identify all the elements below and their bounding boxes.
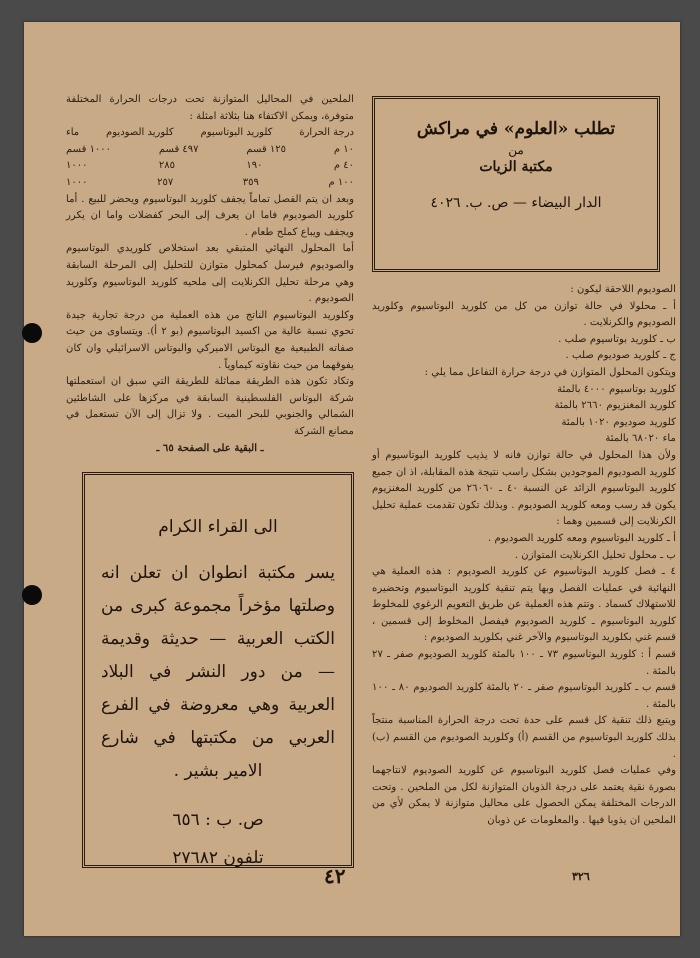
table-cell: ٤٩٧ قسم — [158, 143, 199, 155]
composition-line: كلوريد بوتاسيوم ٤٠٠٠ بالمئة — [557, 383, 676, 395]
table-cell: ١٠٠٠ — [66, 176, 88, 188]
ad-line-4: الدار البيضاء — ص. ب. ٤٠٢٦ — [430, 195, 602, 211]
right-p1: الصوديوم اللاحقة ليكون : — [570, 284, 676, 295]
right-list-item: ج ـ كلوريد صوديوم صلب . — [565, 350, 676, 362]
table-header-cell: كلوريد البوتاسيوم — [200, 127, 273, 139]
table-header-cell: كلوريد الصوديوم — [106, 127, 174, 139]
document-page — [24, 22, 680, 936]
ad-ulum-marrakesh — [372, 96, 660, 272]
left-p5: وتكاد تكون هذه الطريقة مماثلة للطريقة التي سبق ان استعملتها شركة البوتاس الفلسطينية السابقة في مركزها على الشاطئين الشمالي والجنوبي للبحر الميت . ولا تزال إلى الآن تستعمل في مصانع الشركة — [66, 376, 354, 437]
table-header-cell: ماء — [66, 127, 80, 139]
table-cell: ١٢٥ قسم — [246, 143, 287, 155]
right-p2: ويتكون المحلول المتوازن في درجة حرارة التفاعل مما يلي : — [424, 366, 676, 378]
table-cell: ٣٥٩ — [242, 176, 259, 188]
right-list-item: أ ـ محلولا في حالة توازن من كل من كلوريد البوتاسيوم وكلوريد الصوديوم والكرنلايت . — [372, 300, 676, 329]
ad-line-1: تطلب «العلوم» في مراكش — [416, 119, 616, 139]
table-cell: ١٩٠ — [246, 160, 263, 172]
punch-hole — [22, 323, 42, 343]
ad-body: يسر مكتبة انطوان ان تعلن انه وصلتها مؤخراً مجموعة كبرى من الكتب العربية — حديثة وقديمة — من دور النشر في البلاد العربية وهي معروضة في الفرع العربي من مكتبتها في شارع الامير بشير . — [101, 563, 335, 781]
table-row — [66, 175, 354, 192]
table-row — [66, 142, 354, 159]
composition-line: ماء ٦٨٠٢٠ بالمئة — [605, 433, 676, 445]
ad-antoine-bookshop — [82, 472, 354, 868]
ad-line-3: مكتبة الزيات — [479, 159, 553, 175]
table-cell: ٢٥٧ — [157, 176, 174, 188]
table-cell: ٤٠ م — [333, 160, 354, 172]
table-cell: ١٠ م — [333, 143, 354, 155]
right-p5: ويتبع ذلك تنقية كل قسم على حدة تحت درجة الحرارة المناسبة منتجاً بذلك كلوريد البوتاسيوم من القسم (أ) وكلوريد الصوديوم من القسم (ب) . — [372, 715, 676, 760]
left-p4: وكلوريد البوتاسيوم الناتج من هذه العملية من درجة تجارية جيدة تحوي نسبة عالية من اكسيد البوتاسيوم (بو ٢ أ). ويتساوى من حيث صفاته الطبيعية مع البوتاس الاميركي والبوتاس الاسرائيلي وان كان يفوقهما من حيث نقاوته كيماوياً . — [66, 309, 355, 371]
table-cell: ١٠٠٠ — [66, 160, 88, 172]
composition-line: كلوريد صوديوم ١٠٢٠ بالمئة — [561, 416, 676, 428]
right-list-item: ب ـ محلول تحليل الكرنلايت المتوازن . — [514, 549, 676, 561]
ad-line-2: من — [508, 143, 524, 157]
right-list-item: ب ـ كلوريد بوتاسيوم صلب . — [558, 333, 676, 345]
left-column — [66, 92, 354, 457]
page-number: ٤٢ — [324, 864, 346, 888]
left-p2: وبعد ان يتم الفصل تماماً يجفف كلوريد البوتاسيوم ويحضر للبيع . أما كلوريد الصوديوم فاما ان يعرف إلى البحر كفضلات واما ان يكرر ويجفف ويباع كملح طعام . — [66, 193, 354, 238]
section-line: قسم ب ـ كلوريد البوتاسيوم صفر ـ ٢٠ بالمئة كلوريد الصوديوم ٨٠ ـ ١٠٠ بالمئة . — [372, 682, 676, 710]
section-line: قسم أ : كلوريد البوتاسيوم ٧٣ ـ ١٠٠ بالمئة كلوريد الصوديوم صفر ـ ٢٧ بالمئة . — [372, 649, 677, 677]
table-cell: ١٠٠ م — [328, 176, 354, 188]
right-p6: وفي عمليات فصل كلوريد البوتاسيوم عن كلوريد الصوديوم لانتاجهما بصورة نقية يعتمد على درجة الذوبان المتوازنة لكل من الملحين . وتحت الدرجات المختلفة يمكن الحصول على محاليل متوازنة لا يمكن لأي من الملحين ان يذوبا فيها . والمعلومات عن ذوبان — [372, 765, 676, 826]
table-row — [66, 158, 354, 175]
left-p1: الملحين في المحاليل المتوازنة تحت درجات الحرارة المختلفة متوفرة، ويمكن الاكتفاء هنا بثلاثة امثلة : — [66, 94, 354, 122]
right-list-item: أ ـ كلوريد البوتاسيوم ومعه كلوريد الصوديوم . — [487, 532, 676, 544]
punch-hole — [22, 585, 42, 605]
left-p3: أما المحلول النهائي المتبقي بعد استخلاص كلوريدي البوتاسيوم والصوديوم فيرسل كمحلول متوازن للتحليل إلى المرحلة السابقة وهي مرحلة تحليل الكرنلايت إلى ملحيه كلوريد البوتاسيوم وكلوريد الصوديوم . — [66, 243, 354, 305]
continued-note: ـ البقية على الصفحة ٦٥ ـ — [156, 442, 264, 455]
solubility-table-header — [66, 125, 354, 142]
page-number-secondary: ٣٢٦ — [572, 870, 590, 883]
right-p3: ولأن هذا المحلول في حالة توازن فانه لا يذيب كلوريد البوتاسيوم أو كلوريد الصوديوم الموجودين بشكل راسب نتيجة هذه المقابلة، اذ ان جميع كلوريد البوتاسيوم الزائد عن النسبة ٤٠ ـ ٢٦٠٦٠ من كلوريد المغنزيوم يكون قد رسب ومعه كلوريد الصوديوم . وبذلك تكون تقدمت عملية تحليل الكرنلايت إلى قسمين وهما : — [372, 449, 676, 528]
table-cell: ١٠٠٠ قسم — [66, 143, 112, 155]
table-cell: ٢٨٥ — [158, 160, 175, 172]
ad-phone: تلفون ٢٧٦٨٢ — [172, 848, 264, 868]
right-p4: ٤ ـ فصل كلوريد البوتاسيوم عن كلوريد الصوديوم : هذه العملية هي النهائية في عمليات الفصل وبها يتم تنقية كلوريد البوتاسيوم وتحضيره للاستهلاك كسماد . وتتم هذه العملية عن طريق التعويم الرغوي للمخلوط كلوريد البوتاسيوم ـ كلوريد الصوديوم فيفصل المخلوط إلى قسمين ، قسم غني بكلوريد البوتاسيوم والآخر غني بكلوريد الصوديوم : — [372, 566, 676, 644]
right-column — [372, 282, 676, 830]
ad-po-box: ص. ب : ٦٥٦ — [172, 810, 264, 830]
table-header-cell: درجة الحرارة — [299, 127, 354, 139]
ad-heading: الى القراء الكرام — [158, 517, 278, 537]
composition-line: كلوريد المغنزيوم ٢٦٦٠ بالمئة — [554, 400, 676, 412]
